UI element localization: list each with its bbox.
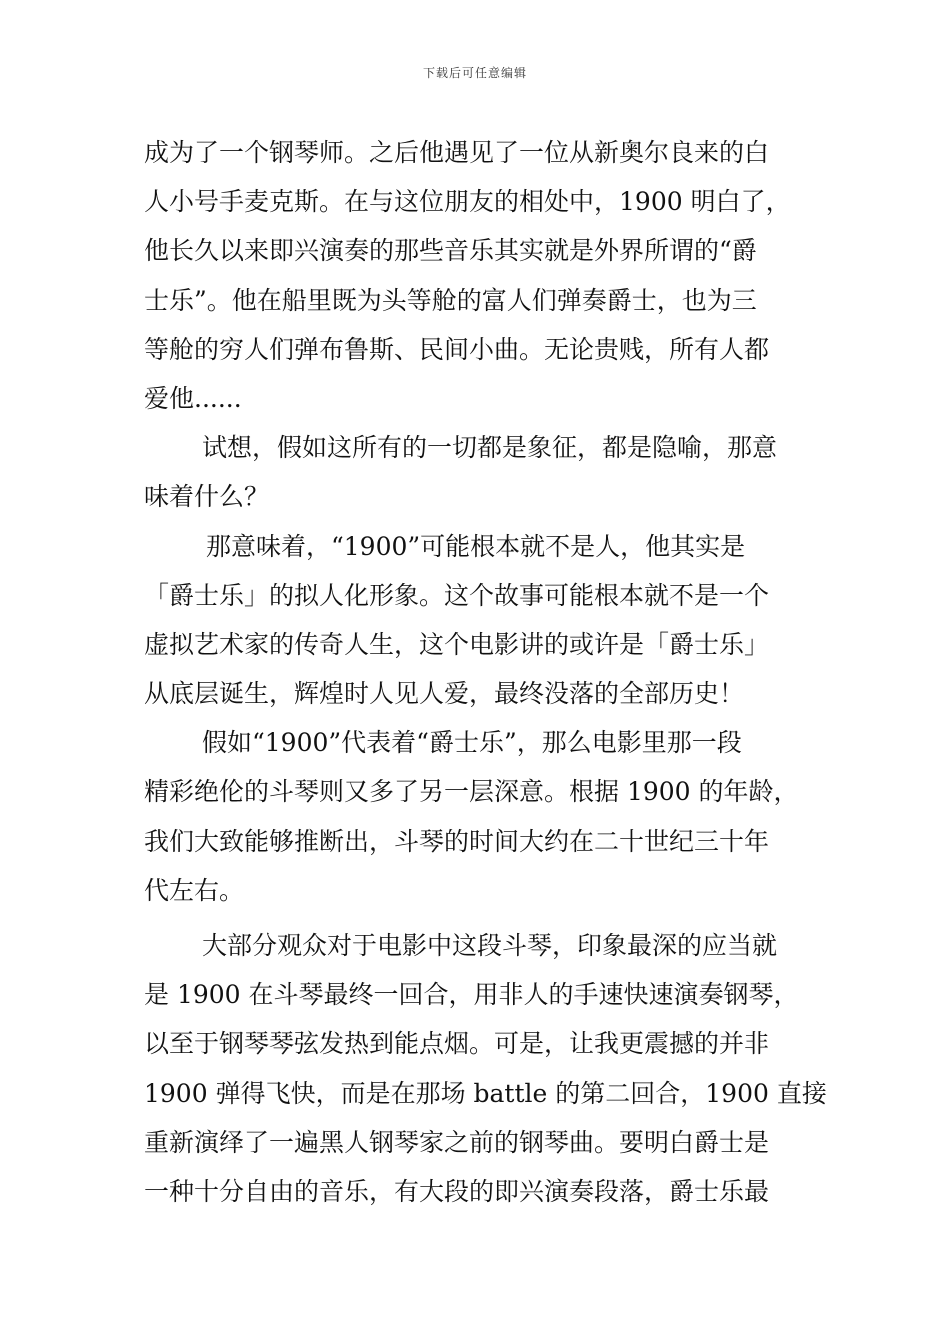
text-line: 爱他...... — [144, 383, 242, 413]
text-line: 士乐”。他在船里既为头等舱的富人们弹奏爵士，也为三 — [144, 285, 757, 315]
text-line: 他长久以来即兴演奏的那些音乐其实就是外界所谓的“爵 — [144, 236, 757, 266]
text-line-paragraph-start: 大部分观众对于电影中这段斗琴，印象最深的应当就 — [202, 931, 778, 960]
page-header: 下载后可任意编辑 — [422, 66, 527, 80]
text-line-paragraph-start: 试想，假如这所有的一切都是象征，都是隐喻，那意 — [202, 433, 778, 463]
text-line: 精彩绝伦的斗琴则又多了另一层深意。根据 1900 的年龄， — [144, 777, 799, 807]
text-line: 以至于钢琴琴弦发热到能点烟。可是，让我更震撼的并非 — [144, 1029, 770, 1059]
text-line: 等舱的穷人们弹布鲁斯、民间小曲。无论贵贱，所有人都 — [144, 334, 770, 364]
text-line: 一种十分自由的音乐，有大段的即兴演奏段落，爵士乐最 — [144, 1176, 770, 1206]
text-line-paragraph-start: 假如“1900”代表着“爵士乐”，那么电影里那一段 — [202, 728, 742, 758]
text-line-paragraph-start: 那意味着，“1900”可能根本就不是人，他其实是 — [206, 531, 746, 561]
text-line: 从底层诞生，辉煌时人见人爱，最终没落的全部历史！ — [144, 679, 745, 709]
text-line: 成为了一个钢琴师。之后他遇见了一位从新奥尔良来的白 — [144, 138, 770, 167]
text-line: 是 1900 在斗琴最终一回合，用非人的手速快速演奏钢琴， — [144, 980, 799, 1010]
text-line: 我们大致能够推断出，斗琴的时间大约在二十世纪三十年 — [144, 826, 770, 856]
text-line: 重新演绎了一遍黑人钢琴家之前的钢琴曲。要明白爵士是 — [144, 1127, 770, 1157]
text-line: 虚拟艺术家的传奇人生，这个电影讲的或许是「爵士乐」 — [144, 629, 770, 659]
text-line: 1900 弹得飞快，而是在那场 battle 的第二回合，1900 直接 — [144, 1078, 827, 1108]
text-line: 「爵士乐」的拟人化形象。这个故事可能根本就不是一个 — [144, 580, 770, 610]
text-line: 代左右。 — [144, 875, 245, 905]
text-line: 味着什么？ — [144, 482, 270, 512]
document-body — [144, 128, 827, 1216]
text-line: 人小号手麦克斯。在与这位朋友的相处中，1900 明白了， — [144, 187, 791, 217]
